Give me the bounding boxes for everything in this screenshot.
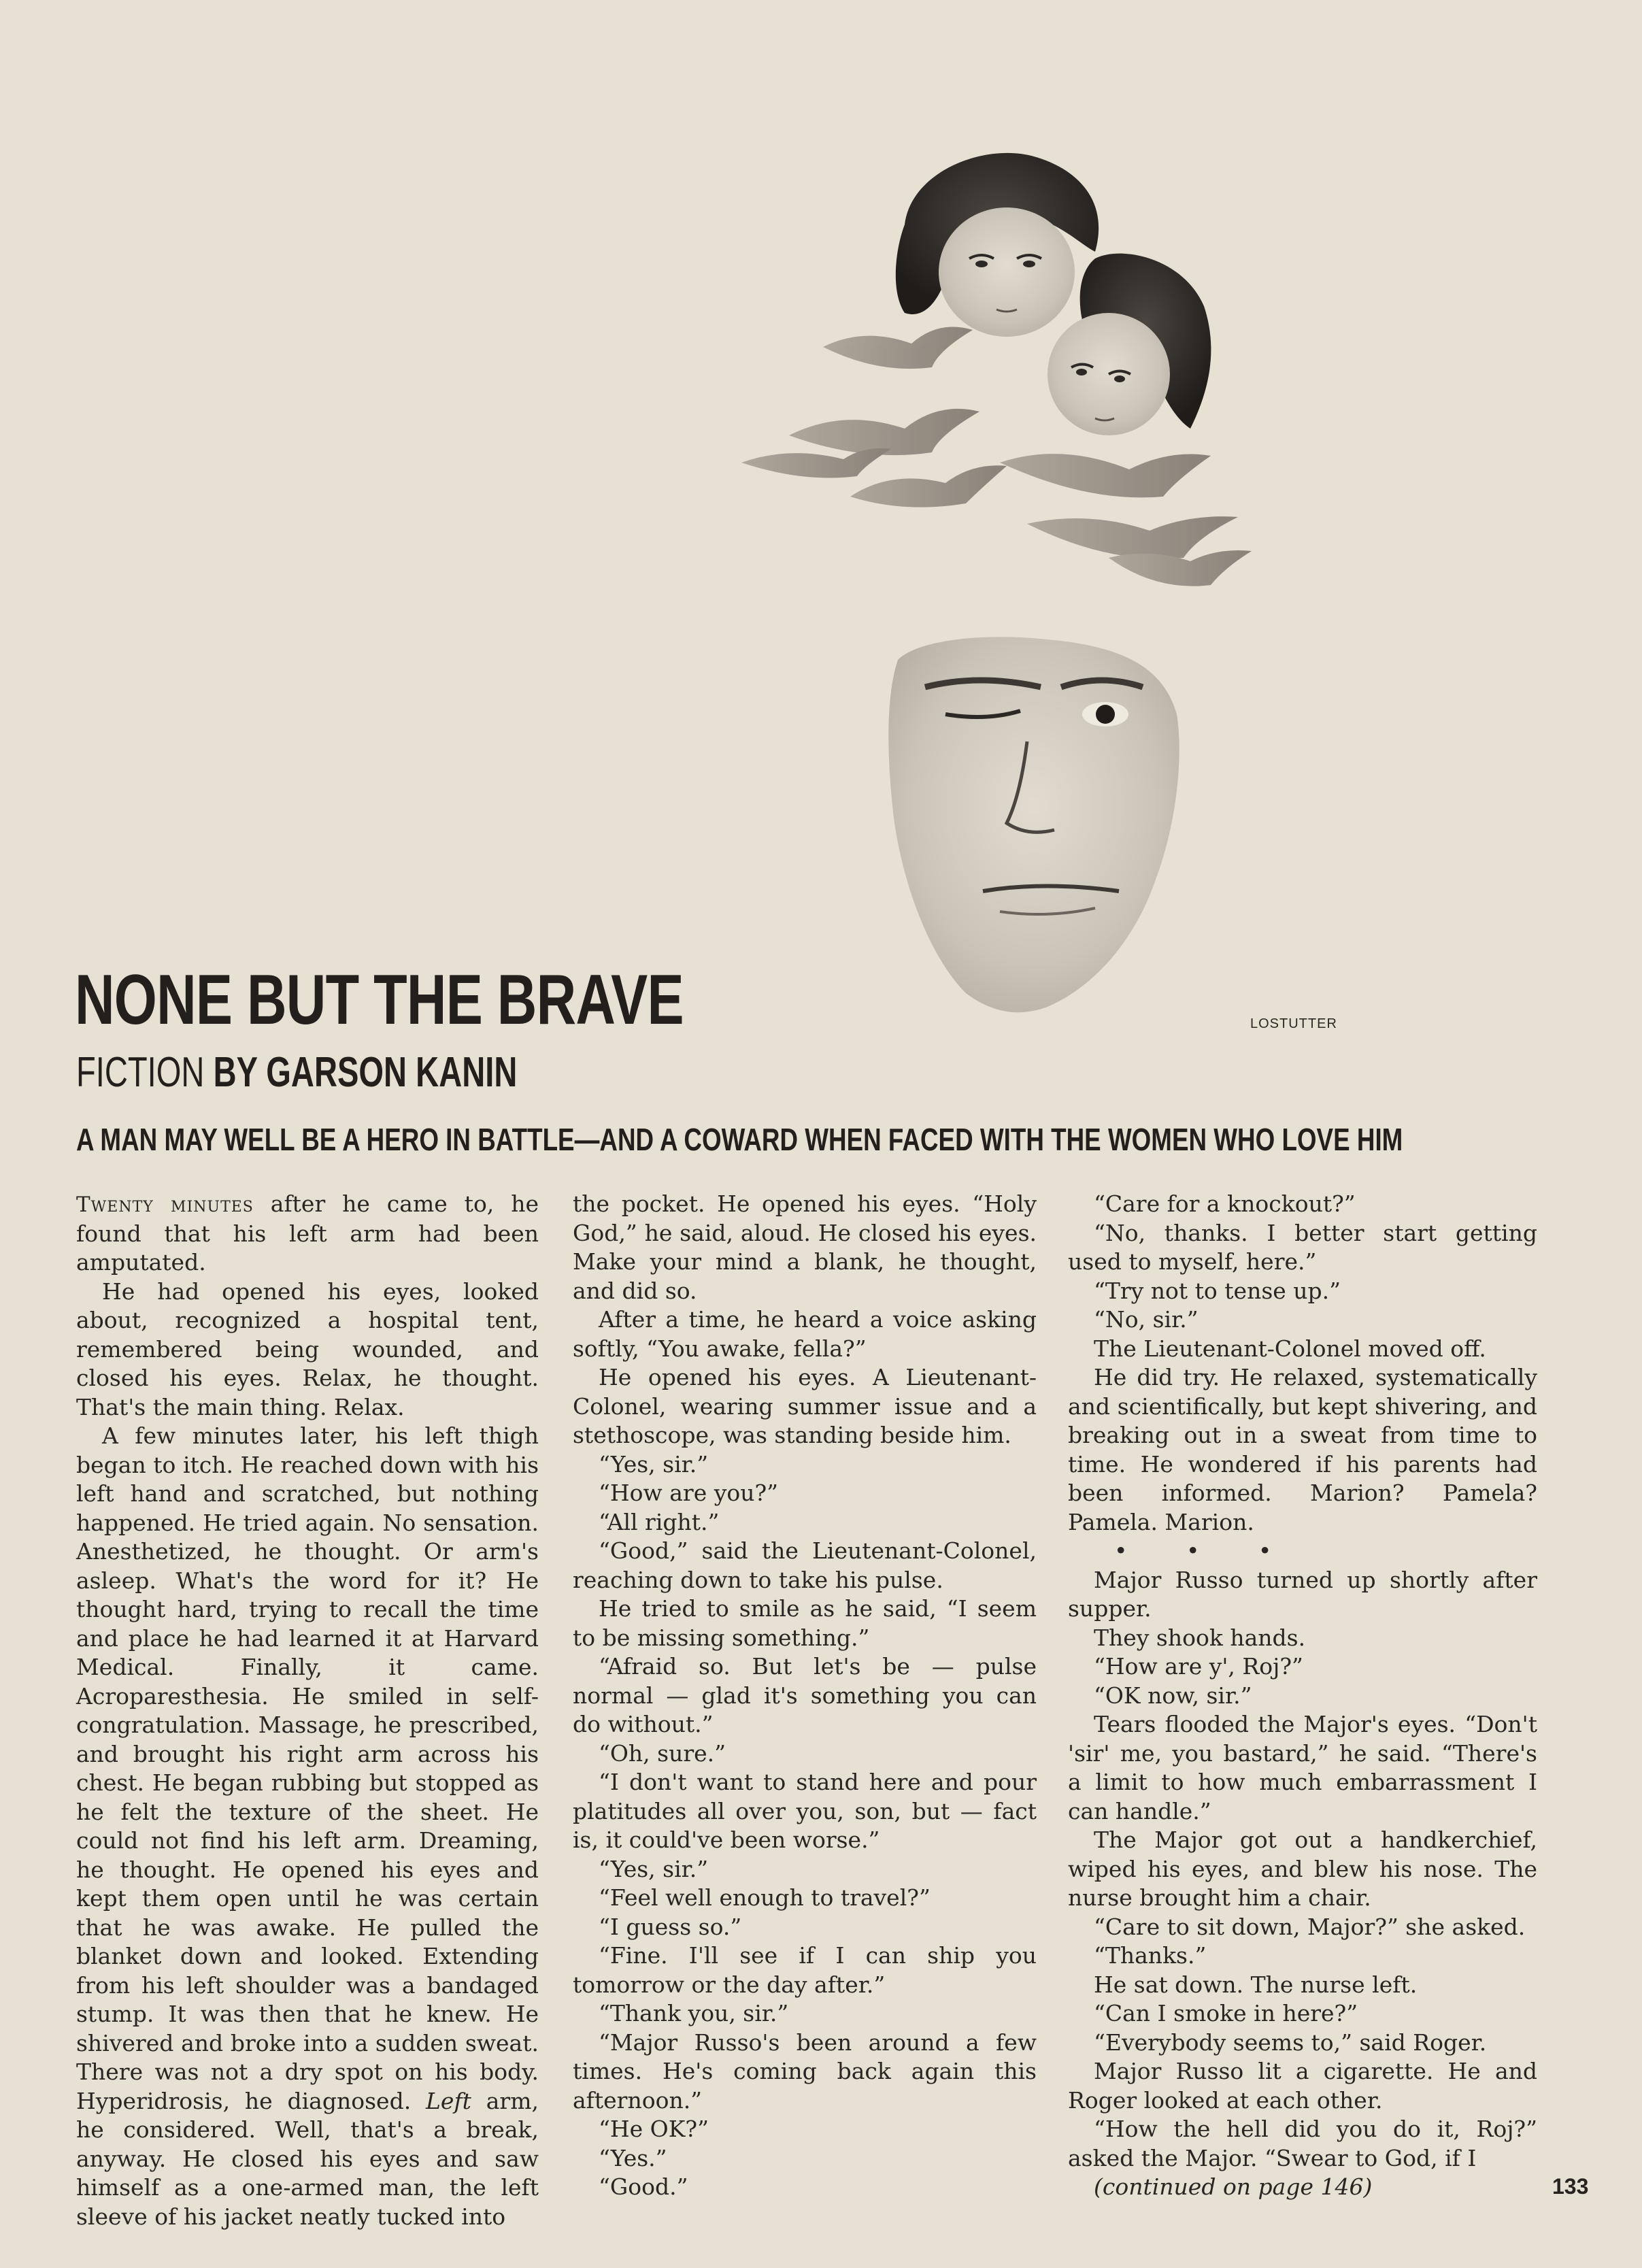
paragraph-text: A few minutes later, his left thigh began to itch. He reached down with his left hand and scratched, but nothing happened. He tried again. No sensation. Anesthetized, he thought. Or arm's asleep. What's the word for it? He thought hard, trying to recall the time and place he had learned it at Harvard Medical. Finally, it came. Acroparesthesia. He smiled in self-congratulation. Massage, he prescribed, and brought his right arm across his chest. He began rubbing but stopped as he felt the texture of the sheet. He could not find his left arm. Dreaming, he thought. He opened his eyes and kept them open until he was certain that he was awake. He pulled the blanket down and looked. Extending from his left shoulder was a bandaged stump. It was then that he knew. He shivered and broke into a sudden sweat. There was not a dry spot on his body. Hyperidrosis, he diagnosed. xyxy=(76,1422,539,2114)
paragraph: “Oh, sure.” xyxy=(599,1739,726,1767)
paragraph: “How are y', Roj?” xyxy=(1094,1653,1303,1680)
paragraph: “Yes, sir.” xyxy=(599,1450,709,1478)
paragraph-text: arm, he considered. Well, that's a break, anyway. He closed his eyes and saw himself as a one-armed man, the left sleeve of his jacket neatly tucked into xyxy=(76,2087,539,2230)
paragraph: “Fine. I'll see if I can ship you tomorrow or the day after.” xyxy=(573,1942,1037,1998)
illustration xyxy=(741,143,1354,1048)
paragraph: “How are you?” xyxy=(599,1480,779,1506)
paragraph: “All right.” xyxy=(599,1508,720,1535)
paragraph xyxy=(76,1190,539,1278)
paragraph xyxy=(76,1422,539,2231)
paragraph: “No, sir.” xyxy=(1094,1306,1199,1333)
italic-word: Left xyxy=(426,2087,471,2114)
paragraph: “Afraid so. But let's be — pulse normal — glad it's something you can do without.” xyxy=(573,1653,1037,1737)
paragraph: “Major Russo's been around a few times. He's coming back again this afternoon.” xyxy=(573,2029,1037,2114)
illustration-credit: LOSTUTTER xyxy=(1250,1016,1337,1031)
paragraph: The Major got out a handkerchief, wiped his eyes, and blew his nose. The nurse brought him a chair. xyxy=(1068,1827,1537,1911)
paragraph: “Feel well enough to travel?” xyxy=(599,1884,931,1911)
paragraph: “I guess so.” xyxy=(599,1913,742,1940)
man-face xyxy=(888,637,1179,1012)
paragraph: “No, thanks. I better start getting used to myself, here.” xyxy=(1068,1219,1537,1275)
paragraph: Major Russo lit a cigarette. He and Roger looked at each other. xyxy=(1068,2058,1537,2114)
lead-smallcaps: Twenty minutes xyxy=(76,1193,254,1217)
paragraph: “Thanks.” xyxy=(1094,1942,1207,1969)
page-number: 133 xyxy=(1552,2174,1589,2199)
continued-note: (continued on page 146) xyxy=(1094,2173,1373,2200)
paragraph: “Yes, sir.” xyxy=(599,1855,709,1882)
paragraph: “Can I smoke in here?” xyxy=(1094,2000,1358,2027)
paragraph: He did try. He relaxed, systematically and scientifically, but kept shivering, and breaking out in a sweat from time to time. He wondered if his parents had been informed. Marion? Pamela? Pamela. Marion. xyxy=(1068,1364,1537,1535)
paragraph: “Everybody seems to,” said Roger. xyxy=(1094,2029,1487,2056)
paragraph: He sat down. The nurse left. xyxy=(1094,1971,1418,1998)
paragraph: Tears flooded the Major's eyes. “Don't 'sir' me, you bastard,” he said. “There's a limit to how much embarrassment I can handle.” xyxy=(1068,1711,1537,1824)
paragraph-text: after he came to, he found that his left arm had been amputated. xyxy=(76,1190,539,1275)
text-column-2 xyxy=(573,1190,1037,2202)
deck-headline: A MAN MAY WELL BE A HERO IN BATTLE—AND A COWARD WHEN FACED WITH THE WOMEN WHO LOVE HIM xyxy=(76,1122,1403,1157)
paragraph: “He OK?” xyxy=(599,2116,709,2142)
paragraph: He had opened his eyes, looked about, recognized a hospital tent, remembered being wounded, and closed his eyes. Relax, he thought. That's the main thing. Relax. xyxy=(76,1278,539,1420)
paragraph: The Lieutenant-Colonel moved off. xyxy=(1094,1335,1486,1362)
paragraph: the pocket. He opened his eyes. “Holy God,” he said, aloud. He closed his eyes. Make your mind a blank, he thought, and did so. xyxy=(573,1190,1037,1304)
byline-prefix: FICTION xyxy=(76,1049,205,1096)
byline xyxy=(76,1049,518,1096)
paragraph: “Try not to tense up.” xyxy=(1094,1277,1341,1304)
paragraph: “Yes.” xyxy=(599,2144,667,2171)
paragraph: “I don't want to stand here and pour platitudes all over you, son, but — fact is, it could've been worse.” xyxy=(573,1769,1037,1853)
paragraph: He opened his eyes. A Lieutenant-Colonel, wearing summer issue and a stethoscope, was standing beside him. xyxy=(573,1364,1037,1448)
paragraph: “OK now, sir.” xyxy=(1094,1682,1252,1709)
paragraph: “Care to sit down, Major?” she asked. xyxy=(1094,1913,1526,1940)
paragraph: “Thank you, sir.” xyxy=(599,2000,789,2027)
text-column-3 xyxy=(1068,1190,1537,2202)
paragraph: “Good.” xyxy=(599,2173,688,2200)
paragraph: He tried to smile as he said, “I seem to be missing something.” xyxy=(573,1595,1037,1651)
text-column-1 xyxy=(76,1190,539,2231)
byline-author: BY GARSON KANIN xyxy=(213,1049,518,1096)
paragraph: After a time, he heard a voice asking softly, “You awake, fella?” xyxy=(573,1306,1037,1362)
paragraph: They shook hands. xyxy=(1094,1624,1306,1651)
paragraph: “Good,” said the Lieutenant-Colonel, reaching down to take his pulse. xyxy=(573,1537,1037,1593)
section-break-dots: • • • xyxy=(1114,1537,1298,1564)
paragraph: “How the hell did you do it, Roj?” asked the Major. “Swear to God, if I xyxy=(1068,2116,1537,2171)
woman-face-1 xyxy=(896,153,1099,337)
article-title: NONE BUT THE BRAVE xyxy=(75,961,684,1039)
paragraph: Major Russo turned up shortly after supper. xyxy=(1068,1566,1537,1622)
paragraph: “Care for a knockout?” xyxy=(1094,1190,1356,1217)
